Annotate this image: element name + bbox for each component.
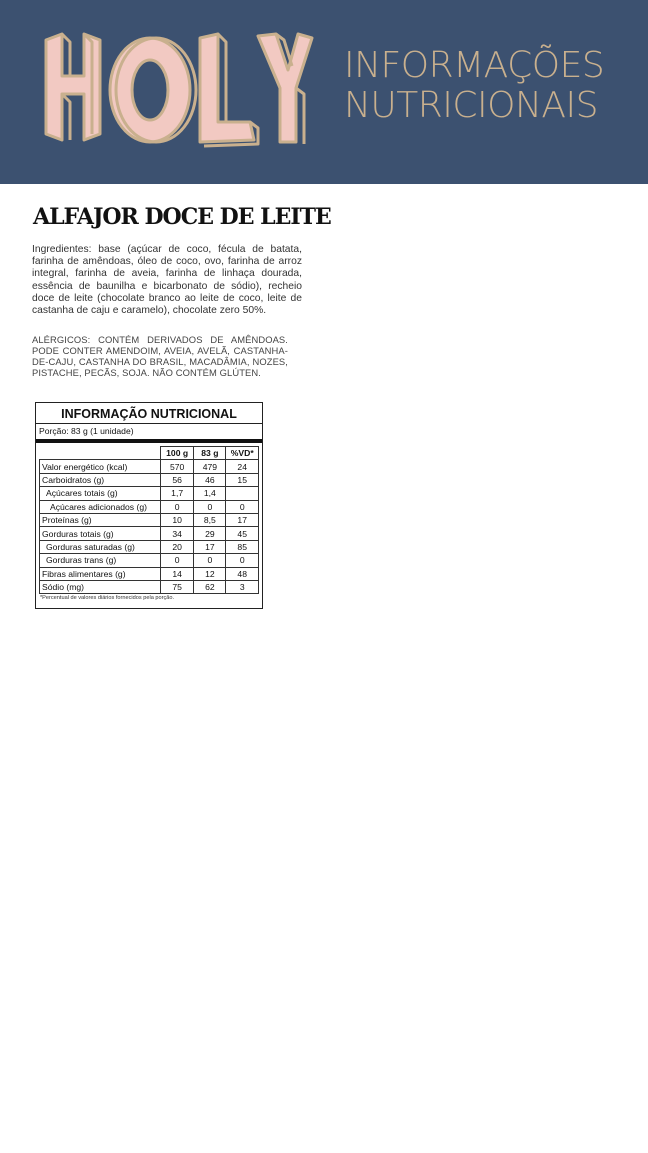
table-row [40, 487, 259, 500]
value-100g: 1,7 [160, 487, 193, 500]
value-vd: 45 [226, 527, 259, 540]
table-row [40, 473, 259, 486]
row-label: Gorduras totais (g) [40, 527, 161, 540]
nutrition-header-row [40, 447, 259, 460]
value-vd: 0 [226, 500, 259, 513]
holy-logo [40, 30, 315, 148]
value-83g: 62 [194, 580, 226, 593]
col-header-vd: %VD* [226, 447, 259, 460]
header-blank-cell [40, 447, 161, 460]
nutrition-grid [39, 446, 259, 594]
heading-line-2: NUTRICIONAIS [344, 85, 599, 126]
row-label: Proteínas (g) [40, 513, 161, 526]
table-row [40, 500, 259, 513]
page-heading [344, 46, 634, 126]
row-label: Sódio (mg) [40, 580, 161, 593]
value-100g: 56 [160, 473, 193, 486]
row-label: Gorduras trans (g) [40, 554, 161, 567]
value-83g: 479 [194, 460, 226, 473]
value-100g: 14 [160, 567, 193, 580]
product-title: ALFAJOR DOCE DE LEITE [33, 204, 331, 230]
value-vd [226, 487, 259, 500]
value-83g: 12 [194, 567, 226, 580]
table-row [40, 580, 259, 593]
value-vd: 85 [226, 540, 259, 553]
row-label: Valor energético (kcal) [40, 460, 161, 473]
table-row [40, 540, 259, 553]
value-vd: 24 [226, 460, 259, 473]
row-label: Açúcares adicionados (g) [40, 500, 161, 513]
ingredients-text: Ingredientes: base (açúcar de coco, fécula de batata, farinha de amêndoas, óleo de coco, ovo, farinha de arroz integral, farinha de aveia, farinha de linhaça dourada, essência de baunilha e bicarbonato de sódio), recheio doce de leite (chocolate branco ao leite de coco, leite de castanha de caju e caramelo), chocolate zero 50%. [32, 244, 302, 317]
value-100g: 0 [160, 554, 193, 567]
table-row [40, 567, 259, 580]
col-header-100g: 100 g [160, 447, 193, 460]
value-83g: 17 [194, 540, 226, 553]
value-83g: 0 [194, 554, 226, 567]
allergens-text: ALÉRGICOS: CONTÉM DERIVADOS DE AMÊNDOAS. PODE CONTER AMENDOIM, AVEIA, AVELÃ, CASTANHA-DE-CAJU, CASTANHA DO BRASIL, MACADÂMIA, NOZES, PISTACHE, PECÃS, SOJA. NÃO CONTÉM GLÚTEN. [32, 334, 288, 378]
value-83g: 46 [194, 473, 226, 486]
value-100g: 75 [160, 580, 193, 593]
nutrition-title: INFORMAÇÃO NUTRICIONAL [36, 405, 262, 424]
nutrition-facts-table [35, 402, 263, 609]
value-vd: 17 [226, 513, 259, 526]
value-100g: 570 [160, 460, 193, 473]
value-83g: 29 [194, 527, 226, 540]
value-100g: 34 [160, 527, 193, 540]
row-label: Fibras alimentares (g) [40, 567, 161, 580]
value-83g: 1,4 [194, 487, 226, 500]
nutrition-portion: Porção: 83 g (1 unidade) [36, 424, 262, 443]
table-row [40, 460, 259, 473]
table-row [40, 527, 259, 540]
value-vd: 48 [226, 567, 259, 580]
row-label: Gorduras saturadas (g) [40, 540, 161, 553]
value-vd: 3 [226, 580, 259, 593]
value-100g: 10 [160, 513, 193, 526]
table-row [40, 513, 259, 526]
header-banner [0, 0, 648, 184]
value-100g: 20 [160, 540, 193, 553]
row-label: Açúcares totais (g) [40, 487, 161, 500]
value-vd: 0 [226, 554, 259, 567]
nutrition-footnote: *Percentual de valores diários fornecidos pela porção. [40, 595, 175, 602]
value-vd: 15 [226, 473, 259, 486]
value-100g: 0 [160, 500, 193, 513]
row-label: Carboidratos (g) [40, 473, 161, 486]
value-83g: 8,5 [194, 513, 226, 526]
table-row [40, 554, 259, 567]
value-83g: 0 [194, 500, 226, 513]
heading-line-1: INFORMAÇÕES [344, 45, 605, 86]
col-header-83g: 83 g [194, 447, 226, 460]
